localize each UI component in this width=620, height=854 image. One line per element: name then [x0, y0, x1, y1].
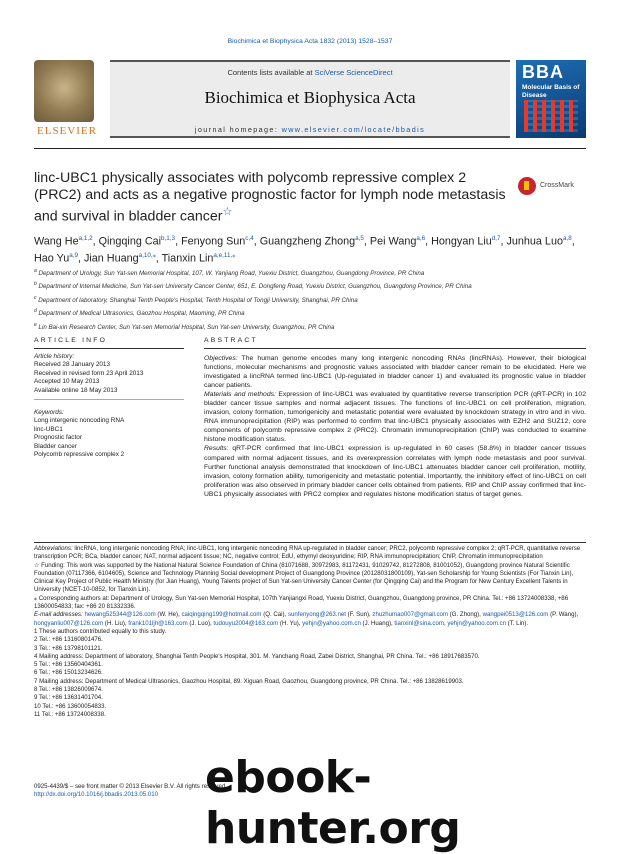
numbered-note: 2 Tel.: +86 13160801476.	[34, 636, 103, 644]
author-separator: ,	[175, 235, 182, 248]
email-link[interactable]: zhuzhumao007@gmail.com	[372, 611, 449, 619]
footnotes	[34, 545, 586, 719]
history-item: Received 28 January 2013	[34, 361, 111, 369]
crossmark-badge[interactable]	[518, 176, 586, 196]
article-title-text: linc-UBC1 physically associates with polycomb repressive complex 2 (PRC2) and acts as a negative prognostic factor for lymph node metastasis and survival in bladder cancer	[34, 170, 506, 225]
funding-note: ☆ Funding: This work was supported by the National Natural Science Foundation of China (81071688, 30972983, 81172431, 91029742, 81272808, 81001052), Guangdong province Natural Scientific Foundation (07117366, 6104605), Science and Technology Planning Social development Project of Guangdong Province (20128031800109), Yat-sen Scholarship for Young Scientists (For Tianxin Lin), Clinical Key Project of Public Health Ministry (for Jian Huang), Young Talents project of Sun Yat-sen University Cancer Center (for Qingqing Cai) and the Program for New Century Excellent Talents in University (NCET-10-0852, for Tianxin Lin).	[34, 561, 574, 594]
author-list	[34, 232, 586, 265]
elsevier-wordmark: ELSEVIER	[37, 125, 97, 137]
journal-title: Biochimica et Biophysica Acta	[204, 88, 416, 107]
homepage-prefix: journal homepage:	[194, 125, 282, 134]
abstract-section-label: Materials and methods:	[204, 391, 276, 399]
contents-prefix: Contents lists available at	[227, 68, 315, 77]
email-link[interactable]: frank101ljh@163.com	[128, 619, 188, 627]
author-separator: ,	[425, 235, 432, 248]
author-affiliation-marker[interactable]: a,9	[69, 251, 78, 259]
author-separator: ,	[363, 235, 370, 248]
abstract-section-text: The human genome encodes many long intergenic noncoding RNAs (lincRNAs). However, their biological functions, molecular mechanisms and prognostic values associated with bladder cancer remain to be elucidated. Here we investigated a lincRNA termed linc-UBC1 (Up-regulated in bladder cancer 1) and evaluated its prognostic value in bladder cancer patients.	[204, 355, 586, 390]
crossmark-icon	[518, 177, 536, 195]
email-link[interactable]: yehjn@yahoo.com.cn	[447, 619, 507, 627]
cover-title: BBA	[522, 62, 564, 82]
abbreviations-label: Abbreviations:	[34, 545, 73, 552]
journal-masthead	[34, 60, 586, 140]
abstract-heading: ABSTRACT	[204, 337, 586, 349]
history-item: Received in revised form 23 April 2013	[34, 369, 144, 377]
article-title	[34, 170, 514, 226]
author-separator: ,	[571, 235, 575, 248]
email-link[interactable]: sunfenyong@263.net	[287, 611, 346, 619]
contents-line	[110, 68, 510, 77]
affiliation-item	[34, 320, 586, 333]
cover-graphic	[524, 100, 578, 132]
email-link[interactable]: tudouyu2004@163.com	[213, 619, 279, 627]
email-owner: (J. Luo),	[187, 619, 214, 627]
doi-link[interactable]: http://dx.doi.org/10.1016/j.bbadis.2013.05.010	[34, 791, 159, 799]
keywords	[34, 409, 184, 459]
abstract-results	[204, 444, 586, 498]
email-link[interactable]: tianxinl@sina.com	[394, 619, 444, 627]
author-name[interactable]: Junhua Luo	[506, 235, 563, 248]
email-owner: (J. Huang),	[360, 619, 395, 627]
author-separator: ,	[155, 252, 162, 265]
numbered-note: 8 Tel.: +86 13826009674.	[34, 686, 103, 694]
email-link[interactable]: hongyanliu007@126.com	[34, 619, 104, 627]
author-name[interactable]: Guangzheng Zhong	[259, 235, 356, 248]
email-link[interactable]: hewang525344@126.com	[84, 611, 156, 619]
affiliation-text: Department of laboratory, Shanghai Tenth People's Hospital, Tenth Hospital of Tongji University, Shanghai, PR China	[38, 297, 358, 304]
abstract-section-text: qRT-PCR confirmed that linc-UBC1 expression is up-regulated in 60 cases (58.8%) in bladder cancer tissues compared with normal adjacent tissues, and its overexpression correlates with lymph node metastasis and poor survival. Further functional analysis demonstrated that knockdown of linc-UBC1 attenuates bladder cancer cell proliferation, motility, invasion, colony formation ability, tumorigenicity and metastatic potential. Importantly, the inhibitory effect of linc-UBC1 on cell proliferation was also observed in primary bladder cancer cells obtained from patients. RIP and ChIP assay confirmed that linc-UBC1 physically associates with PRC2 complex and regulates histone modification status of target genes.	[204, 445, 586, 498]
author-affiliation-marker[interactable]: a,1,2	[78, 235, 93, 242]
keywords-label: Keywords:	[34, 409, 64, 416]
elsevier-logo	[34, 60, 100, 138]
author-affiliation-marker[interactable]: a,5	[355, 235, 364, 242]
email-owner: (T. Lin).	[506, 619, 529, 627]
numbered-note: 11 Tel.: +86 13724008338.	[34, 710, 106, 718]
author-affiliation-marker[interactable]: b,1,3	[161, 235, 176, 242]
email-owner: (G. Zhong),	[448, 611, 483, 619]
numbered-note: 7 Mailing address: Department of Medical Ultrasonics, Gaozhou Hospital, 89. Xiguan Road, Gaozhou, Guangdong province, PR China. Tel.: +86 13828619903.	[34, 677, 464, 685]
affiliation-key: d	[34, 308, 37, 315]
email-owner: (H. Liu),	[103, 619, 129, 627]
title-footnote-star[interactable]: ☆	[222, 206, 233, 218]
numbered-note: 6 Tel.: +86 15013234626.	[34, 669, 103, 677]
article-info-heading: ARTICLE INFO	[34, 337, 184, 349]
email-note	[34, 611, 586, 628]
email-link[interactable]: yehjn@yahoo.com.cn	[302, 619, 361, 627]
affiliation-text: Department of Urology, Sun Yat-sen Memorial Hospital, 107, W. Yanjiang Road, Yuexiu District, Guangzhou, Guangdong Province, PR China	[38, 270, 425, 278]
title-divider	[34, 148, 586, 149]
affiliation-item	[34, 293, 586, 306]
abbreviations-note	[34, 545, 586, 562]
numbered-note: 9 Tel.: +86 13631401704.	[34, 694, 103, 702]
footnote-divider	[34, 542, 586, 543]
email-owner: (P. Wang),	[548, 611, 579, 619]
author-separator: ,	[92, 235, 99, 248]
affiliation-item	[34, 306, 586, 319]
history-item: Available online 18 May 2013	[34, 386, 118, 394]
watermark-text: ebook-hunter.org	[205, 752, 461, 854]
numbered-note: 4 Mailing address: Department of laboratory, Shanghai Tenth People's Hospital, 301. M. Yanchang Road, Zabei District, Shanghai, PR China. Tel.: +86 18917683570.	[34, 652, 480, 660]
affiliation-key: c	[34, 294, 37, 301]
numbered-note: 3 Tel.: +86 13798101121.	[34, 644, 103, 652]
affiliation-item	[34, 266, 586, 279]
email-owner: (H. Yu),	[278, 619, 303, 627]
author-name[interactable]: Jian Huang	[84, 252, 139, 265]
journal-citation[interactable]: Biochimica et Biophysica Acta 1832 (2013) 1528–1537	[227, 38, 393, 45]
affiliation-key: a	[34, 268, 37, 274]
abstract-section-label: Results:	[204, 445, 229, 453]
author-name[interactable]: Wang He	[34, 235, 79, 248]
affiliation-item	[34, 279, 586, 292]
keyword-item: Prognostic factor	[34, 434, 82, 442]
email-link[interactable]: wangpei0513@126.com	[482, 611, 549, 619]
author-affiliation-marker[interactable]: a,6	[416, 235, 426, 242]
author-name[interactable]: Pei Wang	[369, 235, 417, 248]
author-separator: ,	[500, 235, 507, 248]
author-name[interactable]: Hao Yu	[34, 252, 70, 265]
author-affiliation-marker[interactable]: d,7	[491, 235, 501, 242]
abstract-objectives	[204, 354, 586, 390]
article-history	[34, 353, 184, 400]
keyword-item: linc-UBC1	[34, 425, 63, 433]
keyword-item: Long intergenic noncoding RNA	[34, 417, 125, 425]
journal-homepage-line	[110, 125, 510, 134]
journal-header-box	[110, 60, 510, 138]
abstract-section-text: Expression of linc-UBC1 was evaluated by quantitative reverse transcription PCR (qRT-PCR) in 102 bladder cancer tissue samples and normal adjacent tissues. The functions of linc-UBC1 on cell proliferation, migration, invasion, colony formation, tumorigenicity and metastatic potential were evaluated by knockdown strategy in vitro and in vivo. RNA immunoprecipitation (RIP) was performed to confirm that linc-UBC1 physically associates with EZH2 and SUZ12, core components of polycomb repressive complex 2 (PRC2). Chromatin immunoprecipitation (ChIP) was conducted to examine histone modification status.	[204, 391, 586, 444]
affiliation-key: e	[34, 321, 37, 328]
affiliation-key: b	[34, 281, 37, 288]
author-name[interactable]: Qingqing Cai	[98, 235, 162, 248]
author-name[interactable]: Tianxin Lin	[161, 252, 214, 265]
email-owner: ,	[443, 619, 448, 627]
author-affiliation-marker[interactable]: a,8	[562, 235, 572, 242]
abstract-body	[204, 354, 586, 499]
author-affiliation-marker[interactable]: c,4	[245, 235, 254, 242]
author-affiliation-marker[interactable]: a,e,11,⁎	[213, 251, 236, 259]
issn-line: 0925-4439/$ – see front matter © 2013 Elsevier B.V. All rights reserved.	[34, 783, 227, 790]
numbered-note: 1 These authors contributed equally to this study.	[34, 627, 167, 635]
affiliation-text: Department of Internal Medicine, Sun Yat-sen University Cancer Center, 651, E. Dongfeng Road, Yuexiu District, Guangzhou, Guangdong Province, PR China	[38, 283, 472, 291]
crossmark-label: CrossMark	[540, 182, 574, 189]
sciencedirect-link[interactable]: SciVerse ScienceDirect	[314, 68, 393, 77]
cover-subtitle: Molecular Basis of Disease	[522, 84, 580, 99]
affiliation-text: Lin Bai-xin Research Center, Sun Yat-sen Memorial Hospital, Sun Yat-sen University, Guangzhou, PR China	[38, 323, 335, 331]
numbered-note: 10 Tel.: +86 13600054833.	[34, 702, 107, 710]
author-separator: ,	[78, 252, 84, 265]
email-owner: (Q. Cai),	[261, 611, 288, 619]
affiliation-text: Department of Medical Ultrasonics, Gaozhou Hospital, Maoming, PR China	[38, 310, 245, 318]
numbered-notes	[34, 628, 586, 719]
abstract-section-label: Objectives:	[204, 355, 238, 362]
abstract-methods	[204, 390, 586, 444]
email-link[interactable]: caiqingqing199@hotmail.com	[181, 611, 262, 619]
keyword-item: Bladder cancer	[34, 442, 77, 450]
corresponding-note: ⁎ Corresponding authors at: Department of Urology, Sun Yat-sen Memorial Hospital, 107th Yanjiangxi Road, Yuexiu District, Guangzhou, Guangdong province, PR China. Tel.: +86 13724008338, +86 13600054833; fax: +86 20 81332336.	[34, 594, 569, 611]
email-label: E-mail addresses:	[34, 611, 83, 619]
numbered-note: 5 Tel.: +86 13560404361.	[34, 661, 103, 669]
email-owner: (F. Sun),	[345, 611, 373, 619]
history-label: Article history:	[34, 353, 75, 360]
history-item: Accepted 10 May 2013	[34, 378, 100, 386]
email-owner: (W. He),	[155, 611, 182, 619]
author-name[interactable]: Fenyong Sun	[181, 235, 246, 248]
keyword-item: Polycomb repressive complex 2	[34, 451, 125, 459]
abbreviations-text: lincRNA, long intergenic noncoding RNA; linc-UBC1, long intergenic noncoding RNA up-regulated in bladder cancer; PRC2, polycomb repressive complex 2; qRT-PCR, quantitative reverse transcription PCR; BCa, bladder cancer; NAT, normal adjacent tissue; NC, negative control; EdU, ethymyl deoxyuridine; RIP, RNA immunoprecipitation; ChIP, Chromatin immunoprecipitation	[34, 545, 581, 561]
homepage-link[interactable]: www.elsevier.com/locate/bbadis	[281, 125, 426, 134]
author-affiliation-marker[interactable]: a,10,⁎	[138, 251, 156, 259]
journal-cover-thumbnail[interactable]	[516, 60, 586, 138]
author-name[interactable]: Hongyan Liu	[431, 235, 492, 248]
affiliation-list	[34, 266, 586, 333]
author-separator: ,	[253, 235, 260, 248]
elsevier-tree-icon	[34, 60, 94, 122]
